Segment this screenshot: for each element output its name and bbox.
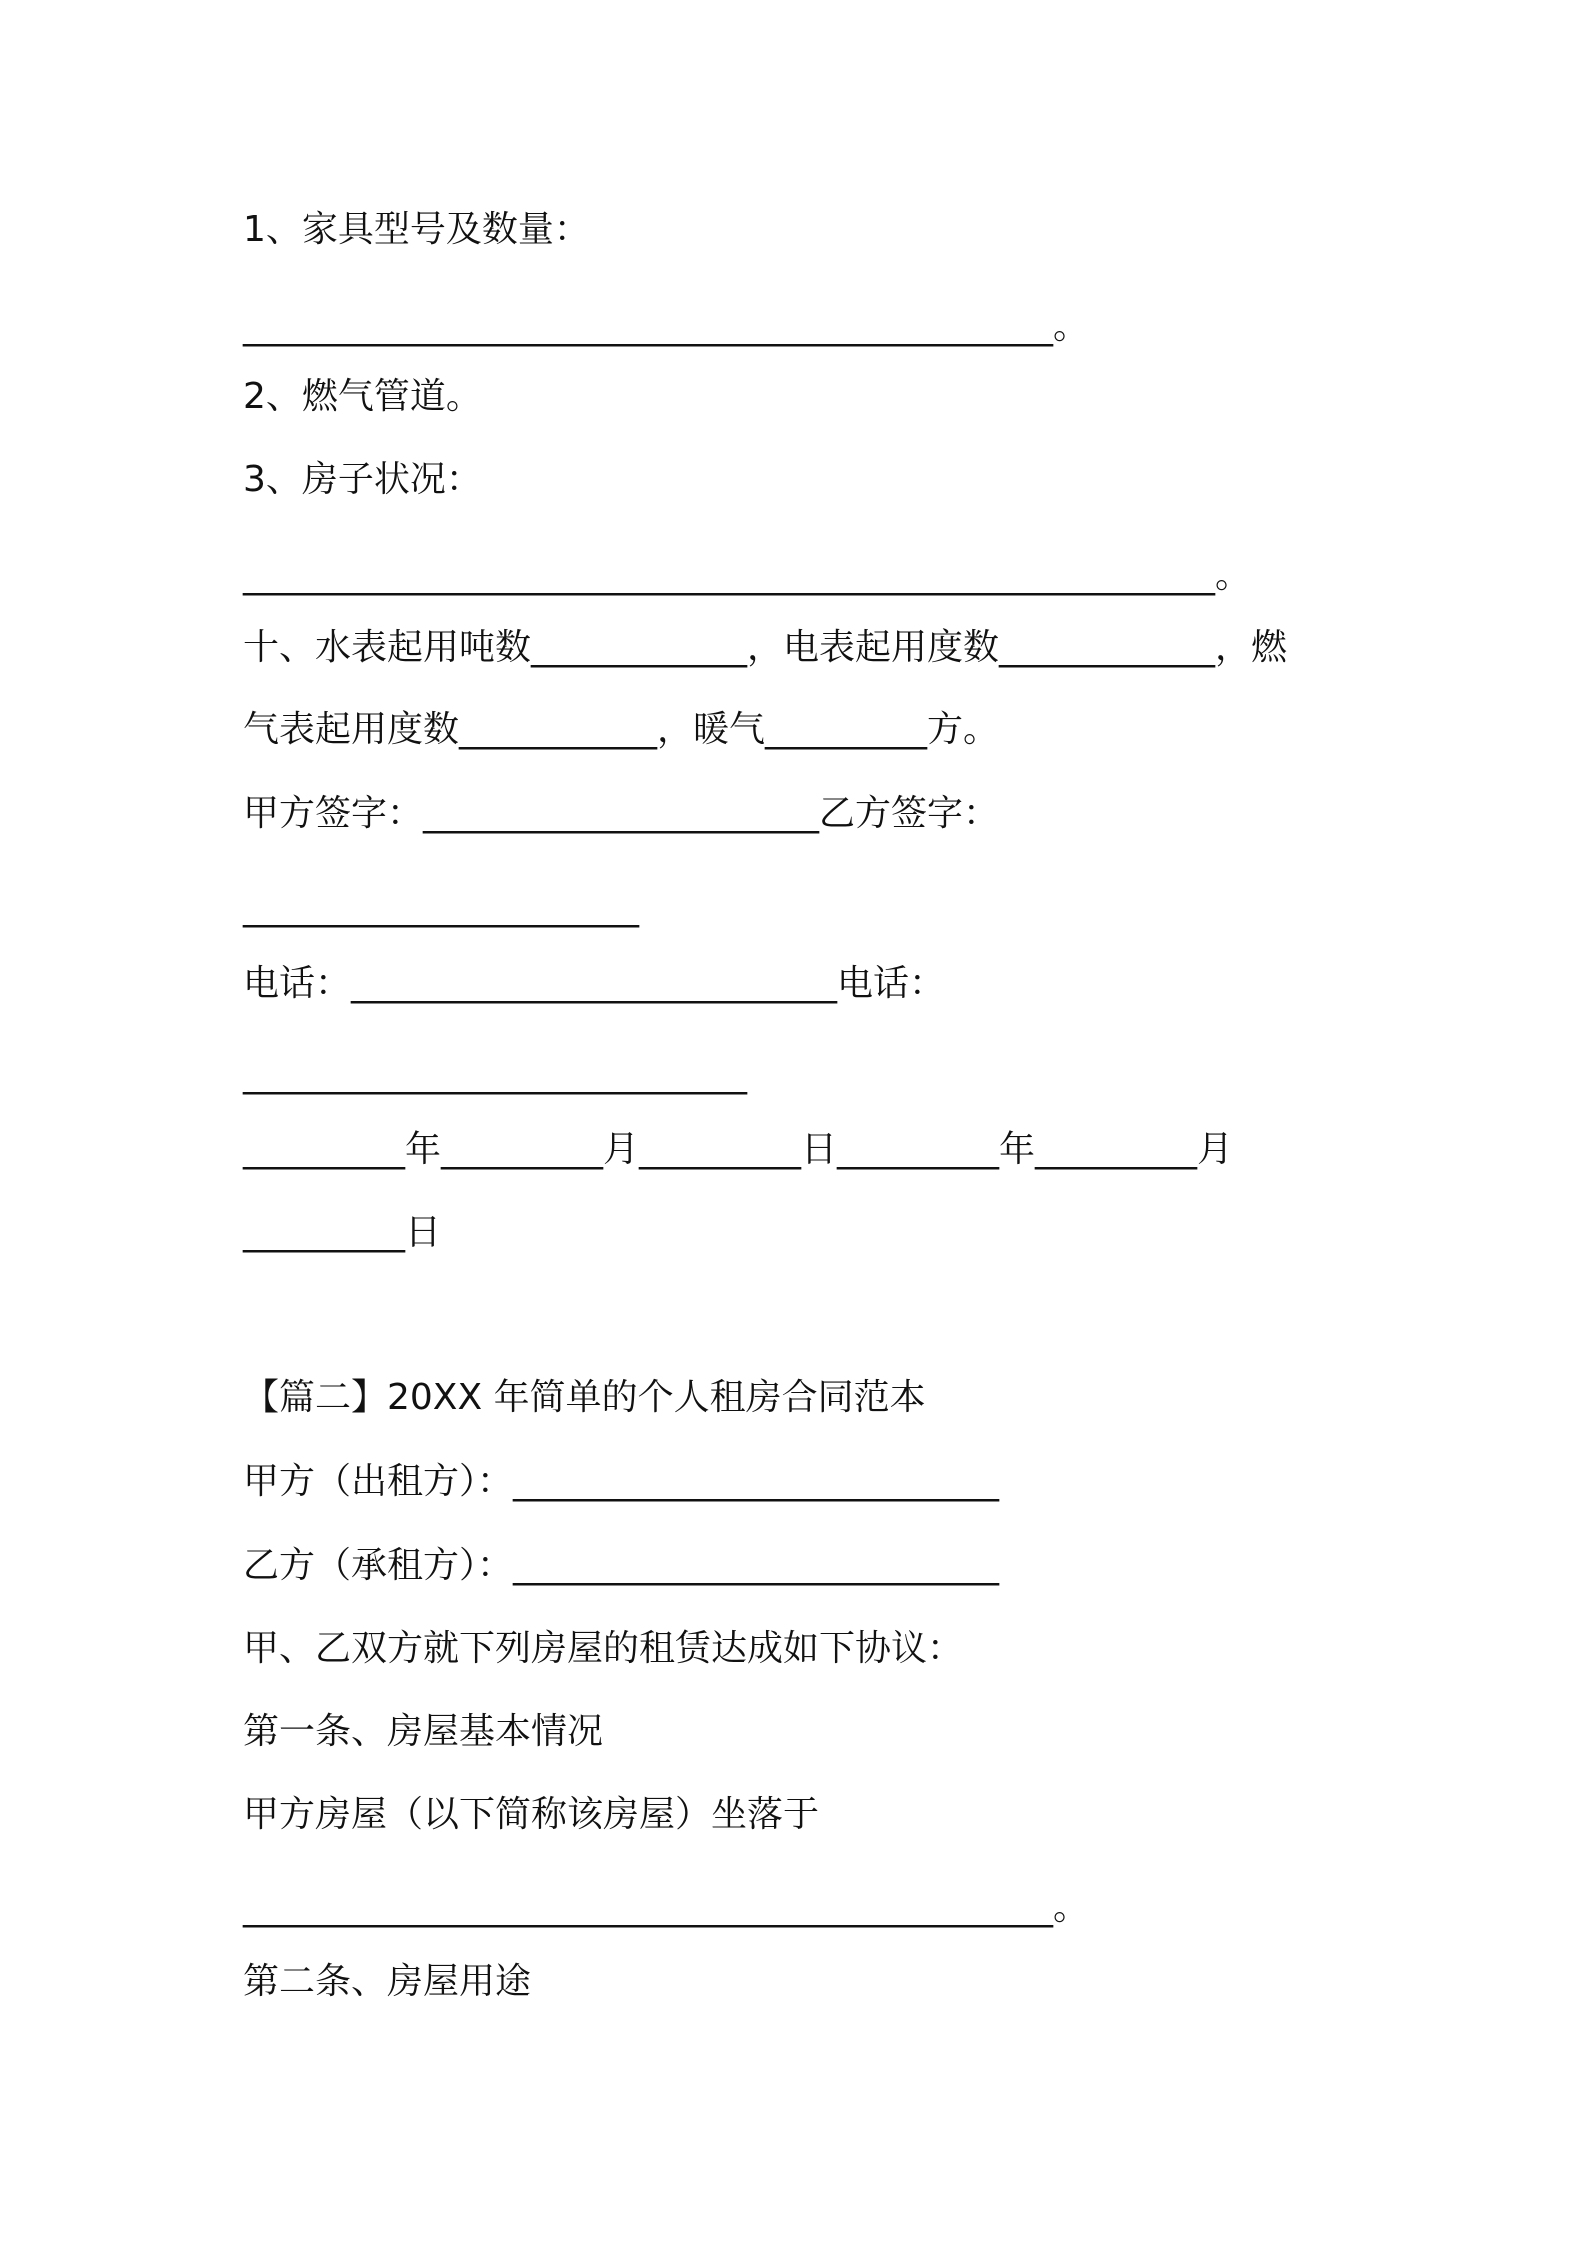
date-line-continued: _________日	[243, 1212, 442, 1253]
agreement-intro: 甲、乙双方就下列房屋的租赁达成如下协议：	[243, 1628, 964, 1669]
meter-reading-line: 十、水表起用吨数____________，电表起用度数____________，燃	[243, 627, 1288, 668]
house-condition-label: 3、房子状况：	[243, 459, 482, 500]
signature-line: 甲方签字：______________________乙方签字：	[243, 793, 1000, 834]
meter-reading-line-continued: 气表起用度数___________，暖气_________方。	[243, 709, 1000, 750]
date-line: _________年_________月_________日_________年_________月	[243, 1129, 1233, 1170]
blank-line: _____________________________________________。	[243, 1887, 1089, 1928]
furniture-model-quantity-label: 1、家具型号及数量：	[243, 209, 590, 250]
blank-line: _____________________________________________。	[243, 306, 1089, 347]
party-b-line: 乙方（承租方）：___________________________	[243, 1545, 1000, 1586]
blank-line: ____________________________	[243, 1054, 747, 1095]
blank-line: ______________________________________________________。	[243, 555, 1251, 596]
phone-line: 电话：___________________________电话：	[243, 963, 946, 1004]
house-location-label: 甲方房屋（以下简称该房屋）坐落于	[243, 1794, 820, 1835]
party-a-line: 甲方（出租方）：___________________________	[243, 1461, 1000, 1502]
section-title: 【篇二】20XX 年简单的个人租房合同范本	[243, 1377, 926, 1418]
gas-pipe-item: 2、燃气管道。	[243, 376, 482, 417]
article-one-heading: 第一条、房屋基本情况	[243, 1711, 604, 1752]
article-two-heading: 第二条、房屋用途	[243, 1961, 532, 2002]
blank-line: ______________________	[243, 887, 639, 928]
